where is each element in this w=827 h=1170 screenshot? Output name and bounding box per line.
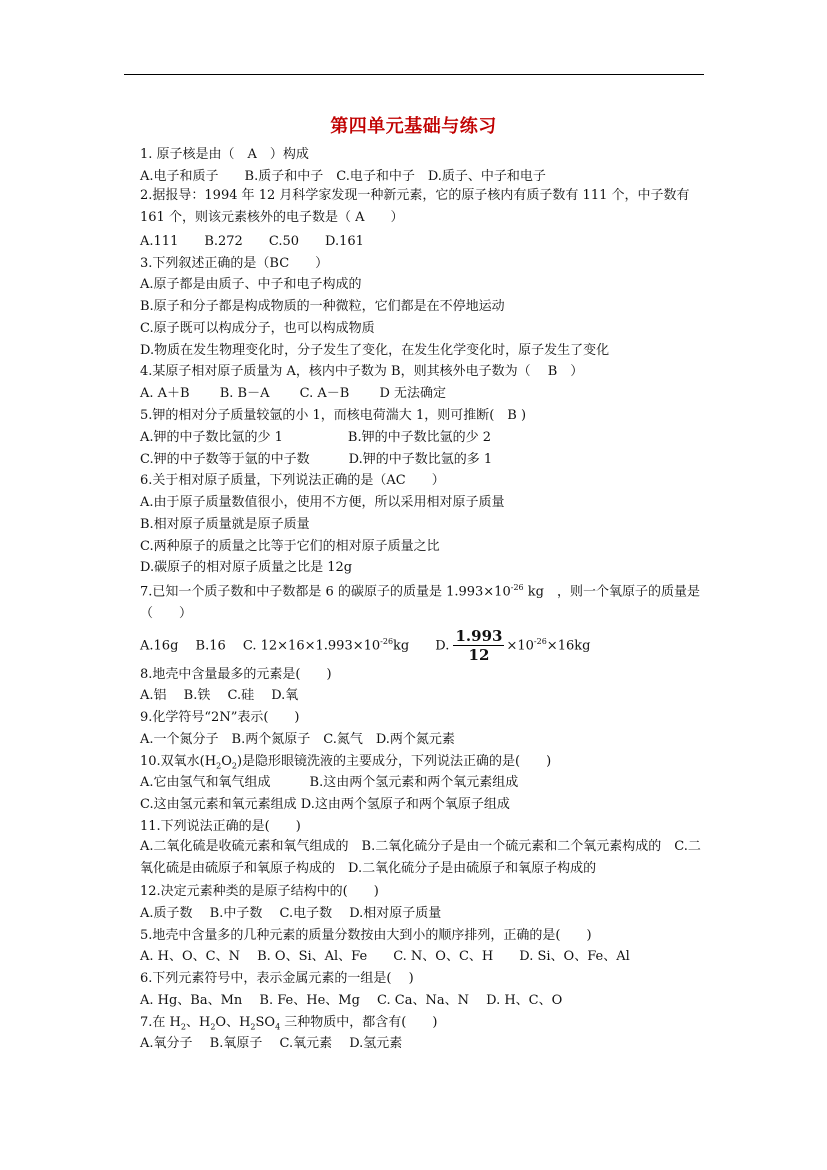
question-8-options: A.铝 B.铁 C.硅 D.氧 (140, 688, 299, 703)
question-9: 9.化学符号“2N”表示( ) (140, 710, 300, 725)
question-6b: 6.下列元素符号中，表示金属元素的一组是( ) (140, 971, 414, 986)
question-4-options: A. A＋B B. B－A C. A－B D 无法确定 (140, 386, 446, 401)
question-3-option-d: D.物质在发生物理变化时，分子发生了变化，在发生化学变化时，原子发生了变化 (140, 343, 610, 358)
question-2: 2.据报导：1994 年 12 月科学家发现一种新元素，它的原子核内有质子数有 111 个，中子数有 161 个，则该元素核外的电子数是（ A ） (140, 188, 690, 225)
question-5b-options: A. H、O、C、N B. O、Si、Al、Fe C. N、O、C、H D. Si、O、Fe、Al (140, 949, 630, 964)
question-12-options: A.质子数 B.中子数 C.电子数 D.相对原子质量 (140, 906, 442, 921)
question-7b-options: A.氧分子 B.氧原子 C.氧元素 D.氢元素 (140, 1036, 403, 1051)
question-11-options: A.二氧化硫是收硫元素和氧气组成的 B.二氧化硫分子是由一个硫元素和二个氧元素构成的 C.二氧化硫是由硫原子和氧原子构成的 D.二氧化硫分子是由硫原子和氧原子构成的 (140, 839, 701, 876)
question-3-option-a: A.原子都是由质子、中子和电子构成的 (140, 277, 362, 292)
question-6-option-a: A.由于原子质量数值很小，使用不方便，所以采用相对原子质量 (140, 495, 505, 510)
question-3-option-c: C.原子既可以构成分子，也可以构成物质 (140, 321, 375, 336)
question-5-options-ab: A.钾的中子数比氩的少 1 B.钾的中子数比氩的少 2 (140, 430, 492, 445)
question-5b: 5.地壳中含量多的几种元素的质量分数按由大到小的顺序排列，正确的是( ) (140, 928, 592, 943)
question-7: 7.已知一个质子数和中子数都是 6 的碳原子的质量是 $1.993\times 10^{-26}$ kg ，则一个氧原子的质量是（ ） (140, 583, 700, 622)
question-7b: 7.在 $H_2$、$H_2O$、$H_2SO_4$ 三种物质中，都含有( ) (140, 1015, 438, 1032)
question-1-options: A.电子和质子 B.质子和中子 C.电子和中子 D.质子、中子和电子 (140, 169, 546, 184)
question-4: 4.某原子相对原子质量为 A，核内中子数为 B，则其核外电子数为（ B ） (140, 364, 584, 379)
question-10-options-cd: C.这由氢元素和氧元素组成 D.这由两个氢原子和两个氧原子组成 (140, 797, 510, 812)
question-5-options-cd: C.钾的中子数等于氩的中子数 D.钾的中子数比氩的多 1 (140, 452, 493, 467)
question-3: 3.下列叙述正确的是（BC ） (140, 256, 329, 271)
question-9-options: A.一个氮分子 B.两个氮原子 C.氮气 D.两个氮元素 (140, 732, 455, 747)
question-11: 11.下列说法正确的是( ) (140, 819, 301, 834)
question-10: 10.双氧水$(H_2O_2)$是隐形眼镜洗液的主要成分，下列说法正确的是( ) (140, 754, 552, 771)
question-6: 6.关于相对原子质量，下列说法正确的是（AC ） (140, 473, 445, 488)
question-1: 1. 原子核是由（ A ）构成 (140, 147, 309, 162)
question-7-options: A.16g B.16 C. $12\times 16\times 1.993\times 10^{-26}kg$ D. $\frac{1.993}{12}$ $\times 10^{-26}\times 16kg$ (140, 627, 591, 665)
question-6-option-d: D.碳原子的相对原子质量之比是 12g (140, 560, 353, 575)
fraction: $\frac{1.993}{12}$ (455, 627, 503, 665)
question-3-option-b: B.原子和分子都是构成物质的一种微粒，它们都是在不停地运动 (140, 299, 505, 314)
question-6b-options: A. Hg、Ba、Mn B. Fe、He、Mg C. Ca、Na、N D. H、C、O (140, 993, 563, 1008)
question-10-options-ab: A.它由氢气和氧气组成 B.这由两个氢元素和两个氧元素组成 (140, 775, 519, 790)
question-8: 8.地壳中含量最多的元素是( ) (140, 667, 332, 682)
question-6-option-c: C.两种原子的质量之比等于它们的相对原子质量之比 (140, 539, 440, 554)
header-rule (124, 74, 704, 75)
question-12: 12.决定元素种类的是原子结构中的( ) (140, 884, 379, 899)
question-5: 5.钾的相对分子质量较氩的小 1，而核电荷湍大 1，则可推断( B ) (140, 408, 527, 423)
question-2-options: A.111 B.272 C.50 D.161 (140, 234, 364, 249)
question-6-option-b: B.相对原子质量就是原子质量 (140, 517, 310, 532)
page-title: 第四单元基础与练习 (330, 116, 497, 137)
